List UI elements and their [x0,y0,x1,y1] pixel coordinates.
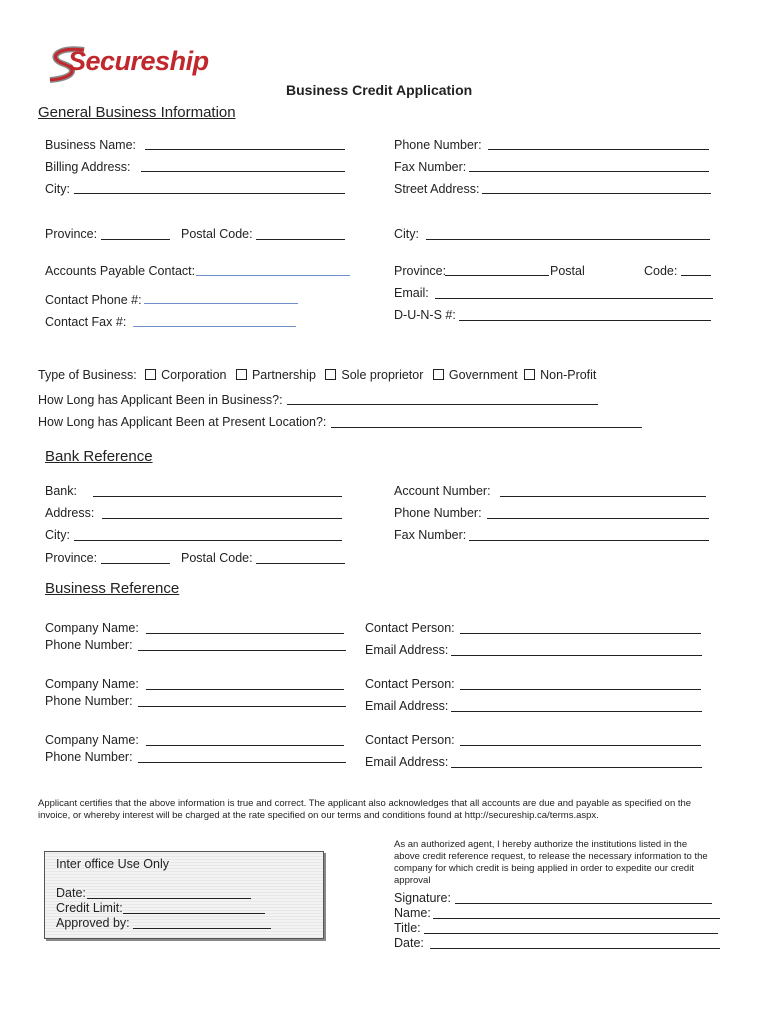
ref1-email-field[interactable] [451,655,702,656]
office-approved-field[interactable] [133,928,271,929]
city-right-field[interactable] [426,239,710,240]
sign-name-label: Name: [394,906,431,920]
bank-province-field[interactable] [101,563,170,564]
how-long-business-field[interactable] [287,404,598,405]
sign-name-field[interactable] [433,918,720,919]
street-address-label: Street Address: [394,182,480,196]
city-field[interactable] [74,193,345,194]
ref3-contact-label: Contact Person: [365,733,455,747]
bank-postal-code-field[interactable] [256,563,345,564]
checkbox-icon[interactable] [236,369,247,380]
billing-address-field[interactable] [141,171,345,172]
ref2-company-label: Company Name: [45,677,139,691]
office-use-box [44,851,324,939]
ref2-company-field[interactable] [146,689,344,690]
bank-label: Bank: [45,484,77,498]
sign-title-field[interactable] [424,933,718,934]
email-label: Email: [394,286,429,300]
section-heading-general: General Business Information [38,104,236,121]
signature-label: Signature: [394,891,451,905]
office-approved-label: Approved by: [56,916,130,930]
option-government[interactable]: Government [433,368,518,382]
account-number-field[interactable] [500,496,706,497]
ref2-phone-label: Phone Number: [45,694,133,708]
province-label: Province: [45,227,98,241]
ref2-email-label: Email Address: [365,699,449,713]
option-non-profit[interactable]: Non-Profit [524,368,596,382]
ref3-phone-field[interactable] [138,762,346,763]
postal-code-field[interactable] [256,239,345,240]
duns-field[interactable] [459,320,711,321]
bank-address-field[interactable] [102,518,342,519]
contact-phone-label: Contact Phone #: [45,293,142,307]
business-type-label: Type of Business: [38,368,137,382]
duns-label: D-U-N-S #: [394,308,456,322]
office-credit-limit-field[interactable] [123,913,265,914]
section-heading-bank: Bank Reference [45,448,153,465]
contact-fax-label: Contact Fax #: [45,315,127,329]
ref3-email-field[interactable] [451,767,702,768]
bank-province-label: Province: [45,551,98,565]
ref2-phone-field[interactable] [138,706,346,707]
postal-code-right-field[interactable] [681,275,711,276]
sign-date-label: Date: [394,936,424,950]
contact-fax-field[interactable] [133,326,296,327]
province-right-label: Province: [394,264,447,278]
ref3-contact-field[interactable] [460,745,701,746]
billing-address-label: Billing Address: [45,160,131,174]
ref1-company-label: Company Name: [45,621,139,635]
how-long-location-field[interactable] [331,427,642,428]
contact-phone-field[interactable] [144,303,298,304]
city-right-label: City: [394,227,419,241]
page-title: Business Credit Application [286,82,473,98]
ref3-company-field[interactable] [146,745,344,746]
bank-field[interactable] [93,496,342,497]
ap-contact-label: Accounts Payable Contact: [45,264,196,278]
option-sole-proprietor[interactable]: Sole proprietor [325,368,423,382]
certification-text: Applicant certifies that the above information is true and correct. The applicant also acknowledges that all accounts are due and payable as specified on the invoice, or whereby interest will be charged at the rate specified on our terms and conditions found at http://secureship.ca/terms.aspx. [38,798,692,821]
bank-postal-code-label: Postal Code: [181,551,253,565]
ref3-phone-label: Phone Number: [45,750,133,764]
ref2-contact-field[interactable] [460,689,701,690]
phone-number-label: Phone Number: [394,138,482,152]
checkbox-icon[interactable] [433,369,444,380]
ref3-company-label: Company Name: [45,733,139,747]
province-field[interactable] [101,239,170,240]
logo-text: Secureship [68,46,209,76]
fax-number-field[interactable] [469,171,709,172]
sign-date-field[interactable] [430,948,720,949]
city-label: City: [45,182,70,196]
phone-number-field[interactable] [488,149,709,150]
business-name-field[interactable] [145,149,345,150]
office-heading: Inter office Use Only [56,857,170,871]
ref1-company-field[interactable] [146,633,344,634]
business-name-label: Business Name: [45,138,137,152]
bank-city-label: City: [45,528,70,542]
bank-fax-field[interactable] [469,540,709,541]
how-long-business-label: How Long has Applicant Been in Business?: [38,393,283,407]
ref2-contact-label: Contact Person: [365,677,455,691]
ref1-contact-field[interactable] [460,633,701,634]
postal-right-label: Postal [550,264,585,278]
section-heading-business-ref: Business Reference [45,580,180,597]
checkbox-icon[interactable] [325,369,336,380]
checkbox-icon[interactable] [524,369,535,380]
ref1-phone-label: Phone Number: [45,638,133,652]
business-type-row [38,368,596,382]
email-field[interactable] [435,298,713,299]
street-address-field[interactable] [482,193,711,194]
ap-contact-field[interactable] [196,275,350,276]
office-credit-limit-label: Credit Limit: [56,901,123,915]
office-date-label: Date: [56,886,86,900]
bank-address-label: Address: [45,506,95,520]
code-right-label: Code: [644,264,678,278]
ref1-phone-field[interactable] [138,650,346,651]
secureship-logo [44,44,209,86]
bank-city-field[interactable] [74,540,342,541]
ref1-contact-label: Contact Person: [365,621,455,635]
account-number-label: Account Number: [394,484,491,498]
sign-title-label: Title: [394,921,421,935]
option-partnership[interactable]: Partnership [236,368,316,382]
province-right-field[interactable] [445,275,549,276]
ref2-email-field[interactable] [451,711,702,712]
ref3-email-label: Email Address: [365,755,449,769]
office-date-field[interactable] [87,898,251,899]
checkbox-icon[interactable] [145,369,156,380]
postal-code-label: Postal Code: [181,227,253,241]
signature-field[interactable] [455,903,712,904]
fax-number-label: Fax Number: [394,160,467,174]
authorization-text: As an authorized agent, I hereby authorize the institutions listed in the above credit reference request, to release the necessary information to the company for which credit is being applied in order to expedite our credit approval [394,839,708,886]
ref1-email-label: Email Address: [365,643,449,657]
bank-fax-label: Fax Number: [394,528,467,542]
bank-phone-field[interactable] [487,518,709,519]
bank-phone-label: Phone Number: [394,506,482,520]
option-corporation[interactable]: Corporation [145,368,226,382]
how-long-location-label: How Long has Applicant Been at Present Location?: [38,415,327,429]
